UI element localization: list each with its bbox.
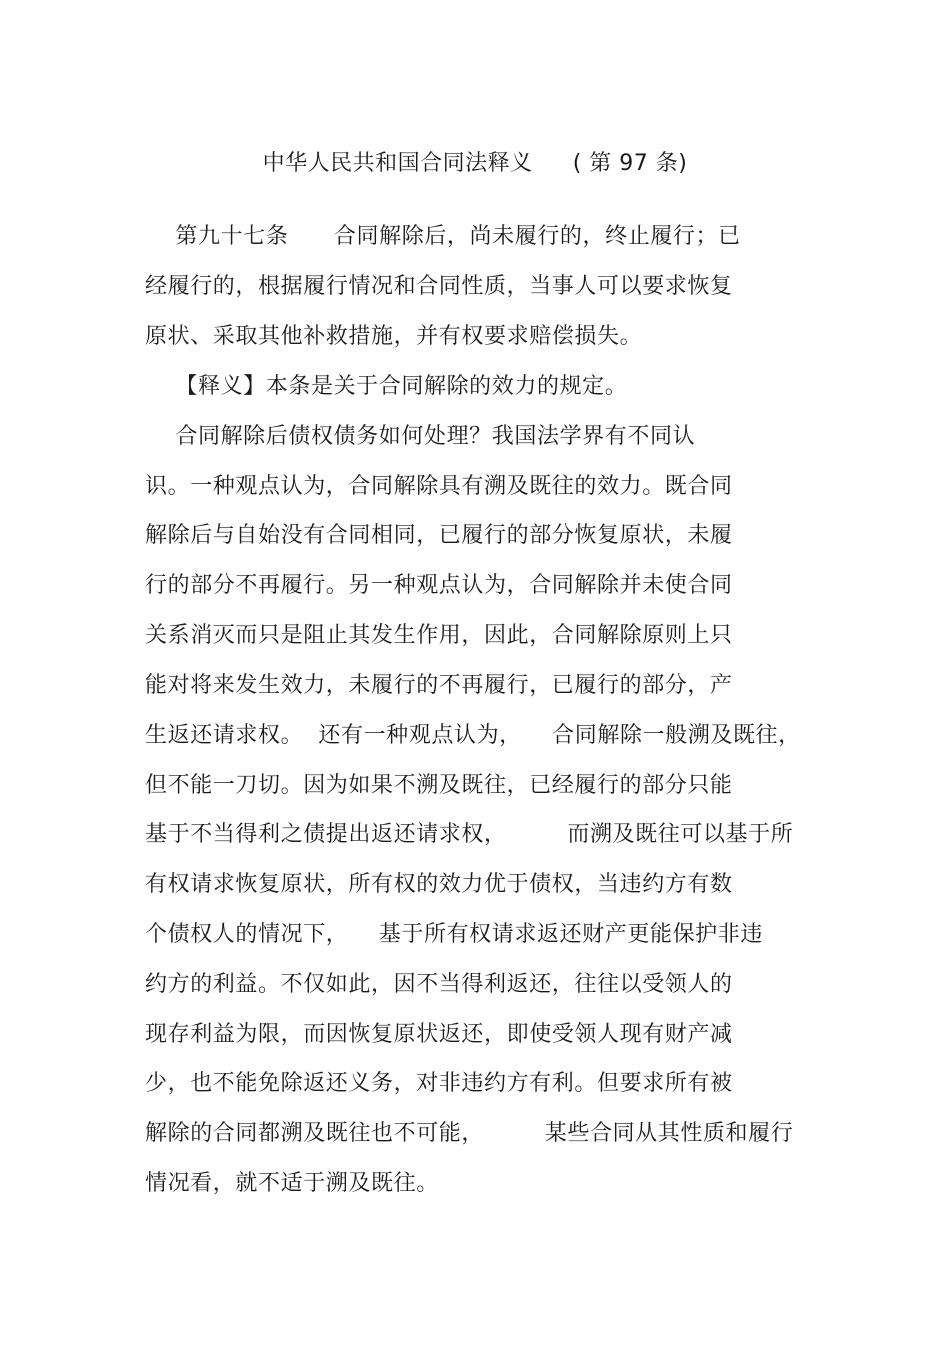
body-line: 生返还请求权。 还有一种观点认为， 合同解除一般溯及既往，	[145, 723, 801, 748]
body-line: 行的部分不再履行。另一种观点认为，合同解除并未使合同	[145, 573, 733, 598]
body-line: 有权请求恢复原状，所有权的效力优于债权，当违约方有数	[145, 872, 733, 897]
document-title	[0, 147, 950, 181]
body-line: 解除后与自始没有合同相同，已履行的部分恢复原状，未履	[145, 523, 733, 548]
body-line: 识。一种观点认为，合同解除具有溯及既往的效力。既合同	[145, 474, 733, 499]
body-line: 【释义】本条是关于合同解除的效力的规定。	[145, 374, 628, 399]
body-line: 但不能一刀切。因为如果不溯及既往，已经履行的部分只能	[145, 773, 733, 798]
body-line: 解除的合同都溯及既往也不可能， 某些合同从其性质和履行	[145, 1121, 794, 1146]
title-text: 中华人民共和国合同法释义	[262, 151, 533, 176]
body-line: 基于不当得利之债提出返还请求权， 而溯及既往可以基于所	[145, 822, 794, 847]
body-line: 现存利益为限，而因恢复原状返还，即使受领人现有财产减	[145, 1022, 733, 1047]
body-line: 合同解除后债权债务如何处理？我国法学界有不同认	[145, 424, 696, 449]
body-line: 第九十七条 合同解除后，尚未履行的，终止履行；已	[145, 224, 741, 249]
body-line: 经履行的，根据履行情况和合同性质，当事人可以要求恢复	[145, 274, 733, 299]
body-line: 原状、采取其他补救措施，并有权要求赔偿损失。	[145, 324, 643, 349]
title-article-number: ( 第 97 条)	[572, 151, 688, 176]
body-line: 个债权人的情况下， 基于所有权请求返还财产更能保护非违	[145, 922, 763, 947]
body-line: 少，也不能免除返还义务，对非违约方有利。但要求所有被	[145, 1071, 733, 1096]
body-line: 约方的利益。不仅如此，因不当得利返还，往往以受领人的	[145, 972, 733, 997]
body-line: 情况看，就不适于溯及既往。	[145, 1171, 439, 1196]
body-line: 能对将来发生效力，未履行的不再履行，已履行的部分，产	[145, 673, 733, 698]
body-line: 关系消灭而只是阻止其发生作用，因此，合同解除原则上只	[145, 623, 733, 648]
